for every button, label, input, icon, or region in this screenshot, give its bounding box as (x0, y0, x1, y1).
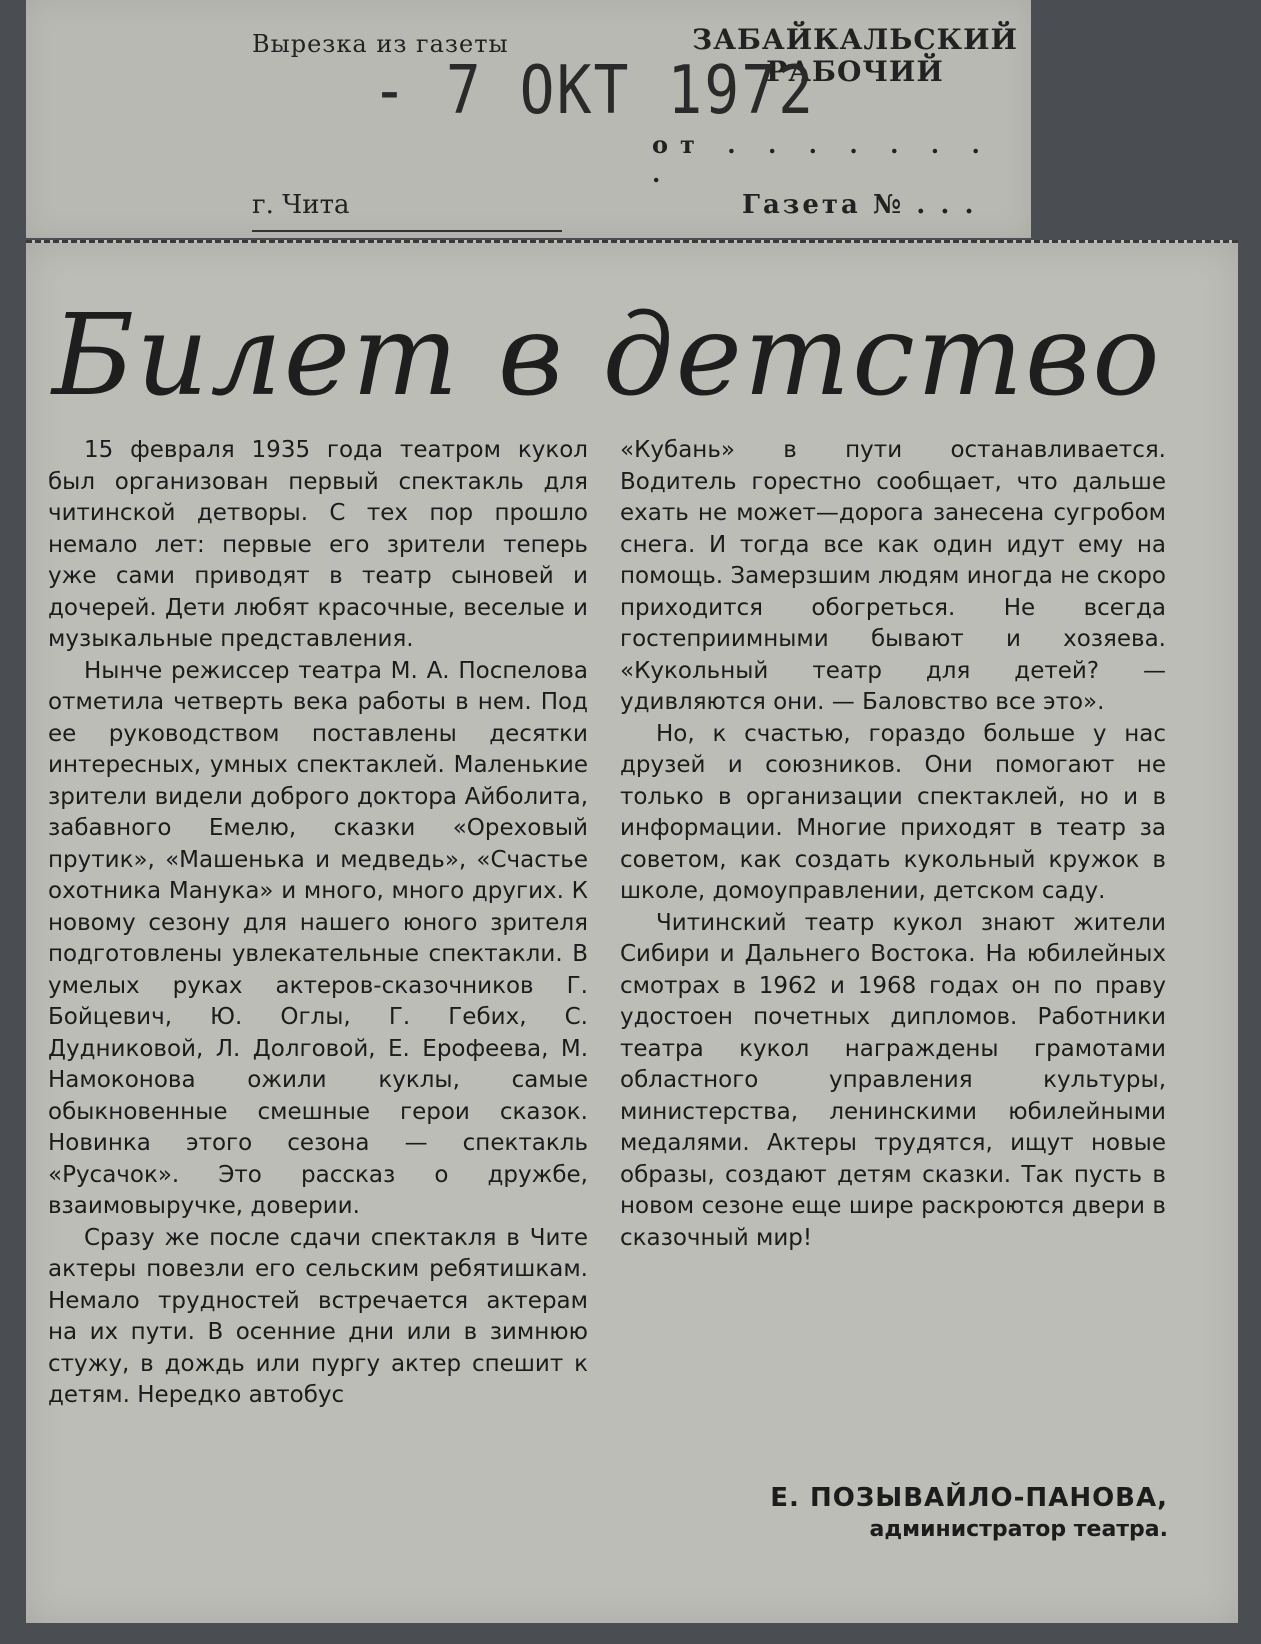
article-title: Билет в детство (52, 291, 1162, 421)
clipping-label: Вырезка из газеты (252, 30, 509, 58)
paragraph: 15 февраля 1935 года театром кукол был организован первый спектакль для читинской детворы. С тех пор прошло немало лет: первые его зрители теперь уже сами приводят в театр сыновей и дочерей. Дети любят красочные, веселые и музыкальные представления. (48, 437, 588, 652)
newspaper-name-line1: ЗАБАЙКАЛЬСКИЙ (692, 23, 1018, 56)
city-field: г. Чита (252, 190, 350, 220)
paragraph-continuation: «Кубань» в пути останавливается. Водитель горестно сообщает, что дальше ехать не может—дорога занесена сугробом снега. И тогда все как один идут ему на помощь. Замерзшим людям иногда не скоро приходится обогреться. Не всегда гостеприимными бывают и хозяева. «Кукольный театр для детей? — удивляются они. — Баловство все это». (620, 437, 1166, 715)
author-signature (770, 1483, 1168, 1542)
newspaper-name-line2: РАБОЧИЙ (766, 55, 944, 88)
article-right-column (620, 435, 1166, 1254)
city-underline (252, 230, 562, 232)
paragraph: Читинский театр кукол знают жители Сибири и Дальнего Востока. На юбилейных смотрах в 1962 и 1968 годах он по праву удостоен почетных дипломов. Работники театра кукол награждены грамотами областного управления культуры, министерства, ленинскими юбилейными медалями. Актеры трудятся, ищут новые образы, создают детям сказки. Так пусть в новом сезоне еще шире раскроются двери в сказочный мир! (620, 909, 1166, 1251)
article-clipping (26, 240, 1238, 1623)
article-left-column (48, 435, 588, 1412)
date-stamp: - 7 ОКТ 1972 (372, 50, 816, 130)
clipping-header (26, 0, 1031, 238)
paragraph: Но, к счастью, гораздо больше у нас друзей и союзников. Они помогают не только в организации спектаклей, но и в информации. Многие приходят в театр за советом, как создать кукольный кружок в школе, домоуправлении, детском саду. (620, 720, 1166, 904)
gazette-number-field: Газета № . . . (742, 190, 977, 220)
paragraph: Сразу же после сдачи спектакля в Чите актеры повезли его сельским ребятишкам. Немало трудностей встречается актерам на их пути. В осенние дни или в зимнюю стужу, в дождь или пургу актер спешит к детям. Нередко автобус (48, 1224, 588, 1408)
from-field: от . . . . . . . . (652, 130, 992, 188)
author-name: Е. ПОЗЫВАЙЛО-ПАНОВА, (770, 1483, 1168, 1513)
paragraph: Нынче режиссер театра М. А. Поспелова отметила четверть века работы в нем. Под ее руководством поставлены десятки интересных, умных спектаклей. Маленькие зрители видели доброго доктора Айболита, забавного Емелю, сказки «Ореховый прутик», «Машенька и медведь», «Счастье охотника Манука» и много, много других. К новому сезону для нашего юного зрителя подготовлены увлекательные спектакли. В умелых руках актеров-сказочников Г. Бойцевич, Ю. Оглы, Г. Гебих, С. Дудниковой, Л. Долговой, Е. Ерофеева, М. Намоконова ожили куклы, самые обыкновенные смешные герои сказок. Новинка этого сезона — спектакль «Русачок». Это рассказ о дружбе, взаимовыручке, доверии. (48, 657, 588, 1219)
author-role: администратор театра. (869, 1517, 1168, 1542)
